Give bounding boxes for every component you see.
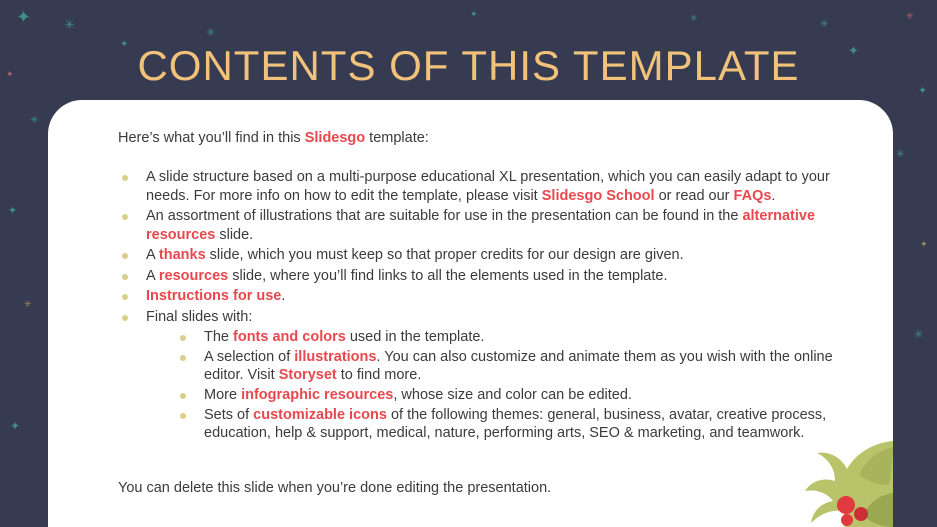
sparkle-icon: ✦ bbox=[10, 419, 21, 433]
highlighted-term: illustrations bbox=[294, 348, 377, 365]
sparkle-icon: ✦ bbox=[848, 43, 859, 58]
sparkle-icon: ✳ bbox=[206, 27, 216, 39]
bullet-text: . bbox=[771, 187, 776, 204]
highlighted-term: customizable icons bbox=[253, 406, 387, 423]
bullet-text: slide. bbox=[215, 226, 254, 243]
sparkle-icon: ✦ bbox=[120, 39, 129, 50]
list-item bbox=[118, 168, 857, 205]
sparkle-icon: ✦ bbox=[918, 85, 928, 97]
highlighted-term: Instructions for use bbox=[146, 288, 282, 305]
bullet-text: used in the template. bbox=[345, 329, 485, 346]
sparkle-icon: ✦ bbox=[8, 205, 18, 217]
sub-list bbox=[146, 328, 857, 442]
sparkle-icon: ✦ bbox=[920, 239, 928, 249]
sparkle-icon: ✳ bbox=[24, 299, 32, 309]
sparkle-icon: ✳ bbox=[820, 19, 829, 30]
intro-text bbox=[118, 130, 857, 146]
highlighted-term: Slidesgo School bbox=[541, 187, 655, 204]
highlighted-term: resources bbox=[158, 267, 229, 284]
highlighted-term: fonts and colors bbox=[233, 329, 346, 346]
bullet-text: The bbox=[204, 329, 234, 346]
list-item bbox=[118, 246, 857, 265]
intro-before: Here’s what you’ll find in this bbox=[118, 130, 305, 146]
bullet-text: A bbox=[146, 247, 159, 264]
intro-after: template: bbox=[365, 130, 429, 146]
highlighted-term: FAQs bbox=[733, 187, 772, 204]
bullet-text: Sets of bbox=[204, 406, 254, 423]
bullet-text: . bbox=[281, 288, 286, 305]
sub-list-item bbox=[176, 348, 857, 385]
brand-name: Slidesgo bbox=[304, 130, 366, 146]
bullet-text: , whose size and color can be edited. bbox=[393, 387, 632, 404]
highlighted-term: infographic resources bbox=[241, 387, 394, 404]
bullet-text: An assortment of illustrations that are suitable for use in the presentation can be found in the bbox=[146, 208, 743, 225]
sparkle-icon: ✳ bbox=[690, 13, 698, 23]
highlighted-term: Storyset bbox=[278, 367, 337, 384]
sparkle-icon: ✦ bbox=[470, 9, 478, 19]
bullet-text: to find more. bbox=[336, 367, 422, 384]
highlighted-term: thanks bbox=[158, 247, 206, 264]
list-item bbox=[118, 287, 857, 306]
list-item bbox=[118, 207, 857, 244]
content-card bbox=[48, 100, 893, 527]
sparkle-icon: ✳ bbox=[30, 115, 39, 126]
sub-list-item bbox=[176, 386, 857, 405]
sparkle-icon: ✳ bbox=[896, 149, 905, 160]
sparkle-icon: ✳ bbox=[914, 329, 924, 341]
sub-list-item bbox=[176, 406, 857, 443]
highlighted-term: alternative resources bbox=[146, 208, 816, 243]
outro-text: You can delete this slide when you’re done editing the presentation. bbox=[118, 480, 552, 496]
sub-list-item bbox=[176, 328, 857, 347]
bullet-text: More bbox=[204, 387, 242, 404]
bullet-text: slide, which you must keep so that proper credits for our design are given. bbox=[205, 247, 684, 264]
bullet-text: A slide structure based on a multi-purpose educational XL presentation, which you can easily adapt to your needs. For more info on how to edit the template, please visit bbox=[146, 169, 830, 204]
contents-list bbox=[70, 168, 857, 443]
page-title: CONTENTS OF THIS TEMPLATE bbox=[137, 42, 800, 89]
bullet-text: Final slides with: bbox=[146, 308, 253, 325]
bullet-text: A bbox=[146, 267, 159, 284]
bullet-text: or read our bbox=[654, 187, 734, 204]
sparkle-icon: ✳ bbox=[64, 17, 75, 32]
bullet-text: A selection of bbox=[204, 348, 295, 365]
bullet-text: . You can also customize and animate them as you wish with the online editor. Visit bbox=[204, 348, 833, 384]
sparkle-icon: ✦ bbox=[6, 69, 14, 79]
sparkle-icon: ✦ bbox=[16, 7, 32, 27]
bullet-text: of the following themes: general, business, avatar, creative process, education, help & support, medical, nature, performing arts, SEO & marketing, and teamwork. bbox=[204, 406, 827, 442]
list-item bbox=[118, 267, 857, 286]
sparkle-icon: ✳ bbox=[906, 11, 914, 21]
list-item bbox=[118, 308, 857, 443]
bullet-text: slide, where you’ll find links to all the elements used in the template. bbox=[228, 267, 668, 284]
